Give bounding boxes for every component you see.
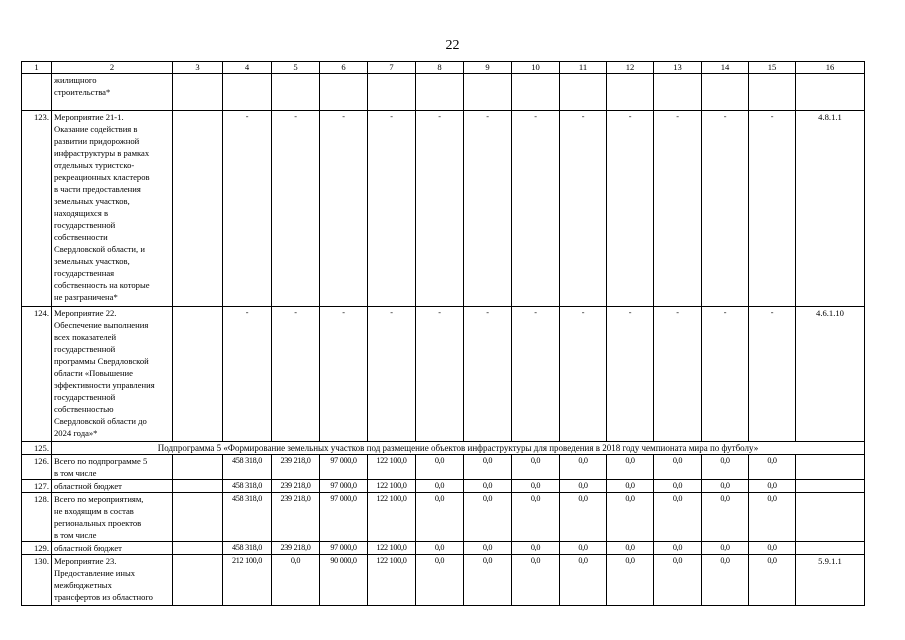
- row-number: 127.: [22, 480, 52, 493]
- row-value: 239 218,0: [272, 480, 320, 493]
- row-name: областной бюджет: [52, 542, 173, 555]
- row-value: 0,0: [560, 455, 607, 480]
- row-value: [173, 111, 223, 307]
- row-value: -: [223, 111, 272, 307]
- row-value: 0,0: [749, 493, 796, 542]
- row-value: 97 000,0: [320, 480, 368, 493]
- column-header: 3: [173, 62, 223, 74]
- program-table: [21, 61, 865, 606]
- column-header: 9: [464, 62, 512, 74]
- row-value: 212 100,0: [223, 555, 272, 606]
- row-value: -: [416, 307, 464, 442]
- row-value: 0,0: [702, 455, 749, 480]
- row-value: 97 000,0: [320, 493, 368, 542]
- row-value: [464, 74, 512, 111]
- row-value: -: [223, 307, 272, 442]
- row-value: [368, 74, 416, 111]
- row-value: 0,0: [560, 480, 607, 493]
- subprogram-title: Подпрограмма 5 «Формирование земельных участков под размещение объектов инфраструктуры для проведения в 2018 году чемпионата мира по футболу»: [52, 442, 865, 455]
- row-value: 0,0: [749, 455, 796, 480]
- row-value: 0,0: [416, 455, 464, 480]
- row-value: [654, 74, 702, 111]
- row-number: 130.: [22, 555, 52, 606]
- row-value: -: [272, 111, 320, 307]
- row-value: 97 000,0: [320, 455, 368, 480]
- row-value: -: [560, 111, 607, 307]
- row-target-code: [796, 493, 865, 542]
- row-value: [560, 74, 607, 111]
- row-value: 0,0: [654, 493, 702, 542]
- row-value: 0,0: [654, 455, 702, 480]
- table-row: [22, 307, 865, 442]
- row-value: -: [464, 111, 512, 307]
- row-value: 458 318,0: [223, 455, 272, 480]
- row-value: 122 100,0: [368, 493, 416, 542]
- row-value: [173, 307, 223, 442]
- row-value: [702, 74, 749, 111]
- row-value: -: [654, 307, 702, 442]
- row-value: [749, 74, 796, 111]
- row-name: Мероприятие 21-1. Оказание содействия в развитии придорожной инфраструктуры в рамках отдельных туристско- рекреационных кластеров в части предоставления земельных участков, находящихся в государственной собственности Свердловской области, и земельных участков, государственная собственность на которые не разграничена*: [52, 111, 173, 307]
- column-header: 15: [749, 62, 796, 74]
- row-value: -: [512, 111, 560, 307]
- row-value: 0,0: [464, 555, 512, 606]
- row-value: 0,0: [560, 555, 607, 606]
- row-value: 0,0: [749, 555, 796, 606]
- row-value: 0,0: [702, 542, 749, 555]
- row-number: 126.: [22, 455, 52, 480]
- subprogram-row: [22, 442, 865, 455]
- column-number-row: [22, 62, 865, 74]
- row-value: [173, 493, 223, 542]
- row-value: -: [272, 307, 320, 442]
- table-row: [22, 455, 865, 480]
- row-value: -: [607, 307, 654, 442]
- row-value: 0,0: [654, 542, 702, 555]
- row-value: 0,0: [416, 480, 464, 493]
- row-value: [173, 74, 223, 111]
- row-value: [173, 555, 223, 606]
- row-value: -: [368, 111, 416, 307]
- row-name: Всего по мероприятиям, не входящим в состав региональных проектов в том числе: [52, 493, 173, 542]
- row-value: 0,0: [512, 555, 560, 606]
- column-header: 11: [560, 62, 607, 74]
- table-row: [22, 542, 865, 555]
- row-value: -: [512, 307, 560, 442]
- row-value: 90 000,0: [320, 555, 368, 606]
- row-value: 0,0: [512, 493, 560, 542]
- row-value: 0,0: [749, 480, 796, 493]
- row-value: [320, 74, 368, 111]
- column-header: 12: [607, 62, 654, 74]
- row-value: [173, 480, 223, 493]
- row-value: -: [416, 111, 464, 307]
- row-value: 0,0: [464, 455, 512, 480]
- row-number: 123.: [22, 111, 52, 307]
- table-row: [22, 555, 865, 606]
- row-value: 0,0: [702, 493, 749, 542]
- row-number: 129.: [22, 542, 52, 555]
- column-header: 7: [368, 62, 416, 74]
- row-value: 122 100,0: [368, 555, 416, 606]
- row-target-code: [796, 74, 865, 111]
- table-row: [22, 74, 865, 111]
- column-header: 14: [702, 62, 749, 74]
- row-value: [173, 542, 223, 555]
- row-value: 0,0: [512, 480, 560, 493]
- table-row: [22, 493, 865, 542]
- row-value: 0,0: [416, 493, 464, 542]
- row-value: 0,0: [560, 493, 607, 542]
- column-header: 16: [796, 62, 865, 74]
- row-value: 122 100,0: [368, 455, 416, 480]
- row-value: -: [749, 111, 796, 307]
- row-value: 0,0: [654, 555, 702, 606]
- row-value: -: [702, 111, 749, 307]
- row-value: 97 000,0: [320, 542, 368, 555]
- row-value: 458 318,0: [223, 480, 272, 493]
- row-value: 0,0: [464, 542, 512, 555]
- row-value: 458 318,0: [223, 493, 272, 542]
- page-number: 22: [445, 38, 460, 53]
- row-value: 0,0: [560, 542, 607, 555]
- row-value: 0,0: [702, 555, 749, 606]
- row-value: 0,0: [512, 542, 560, 555]
- row-name: Мероприятие 23. Предоставление иных межбюджетных трансфертов из областного: [52, 555, 173, 606]
- row-value: 0,0: [702, 480, 749, 493]
- column-header: 8: [416, 62, 464, 74]
- row-name: Мероприятие 22. Обеспечение выполнения всех показателей государственной программы Свердловской области «Повышение эффективности управления государственной собственностью Свердловской области до 2024 года»*: [52, 307, 173, 442]
- row-value: -: [320, 111, 368, 307]
- column-header: 4: [223, 62, 272, 74]
- row-target-code: [796, 455, 865, 480]
- row-target-code: [796, 480, 865, 493]
- row-value: 0,0: [416, 555, 464, 606]
- row-value: 0,0: [607, 493, 654, 542]
- row-value: 0,0: [416, 542, 464, 555]
- row-value: [607, 74, 654, 111]
- row-name: областной бюджет: [52, 480, 173, 493]
- row-value: 458 318,0: [223, 542, 272, 555]
- row-value: [173, 455, 223, 480]
- row-value: -: [320, 307, 368, 442]
- row-value: 0,0: [654, 480, 702, 493]
- row-value: 0,0: [607, 455, 654, 480]
- column-header: 6: [320, 62, 368, 74]
- row-value: 0,0: [272, 555, 320, 606]
- row-number: 124.: [22, 307, 52, 442]
- row-value: [512, 74, 560, 111]
- row-value: 0,0: [464, 493, 512, 542]
- row-number: [22, 74, 52, 111]
- row-value: -: [368, 307, 416, 442]
- row-value: 122 100,0: [368, 480, 416, 493]
- column-header: 1: [22, 62, 52, 74]
- row-value: 0,0: [749, 542, 796, 555]
- row-value: -: [702, 307, 749, 442]
- column-header: 5: [272, 62, 320, 74]
- row-target-code: 4.8.1.1: [796, 111, 865, 307]
- row-value: -: [607, 111, 654, 307]
- row-value: 0,0: [607, 480, 654, 493]
- row-value: -: [560, 307, 607, 442]
- row-number: 128.: [22, 493, 52, 542]
- row-value: 239 218,0: [272, 455, 320, 480]
- row-value: [416, 74, 464, 111]
- row-number: 125.: [22, 442, 52, 455]
- row-value: 0,0: [607, 555, 654, 606]
- row-value: [223, 74, 272, 111]
- row-target-code: 5.9.1.1: [796, 555, 865, 606]
- row-name: жилищного строительства*: [52, 74, 173, 111]
- column-header: 13: [654, 62, 702, 74]
- row-value: -: [654, 111, 702, 307]
- table-row: [22, 480, 865, 493]
- row-value: 239 218,0: [272, 493, 320, 542]
- row-value: 0,0: [607, 542, 654, 555]
- table-row: [22, 111, 865, 307]
- row-value: 0,0: [512, 455, 560, 480]
- row-value: 122 100,0: [368, 542, 416, 555]
- row-name: Всего по подпрограмме 5 в том числе: [52, 455, 173, 480]
- row-value: 239 218,0: [272, 542, 320, 555]
- row-target-code: [796, 542, 865, 555]
- row-value: [272, 74, 320, 111]
- row-value: 0,0: [464, 480, 512, 493]
- row-target-code: 4.6.1.10: [796, 307, 865, 442]
- row-value: -: [749, 307, 796, 442]
- column-header: 10: [512, 62, 560, 74]
- column-header: 2: [52, 62, 173, 74]
- row-value: -: [464, 307, 512, 442]
